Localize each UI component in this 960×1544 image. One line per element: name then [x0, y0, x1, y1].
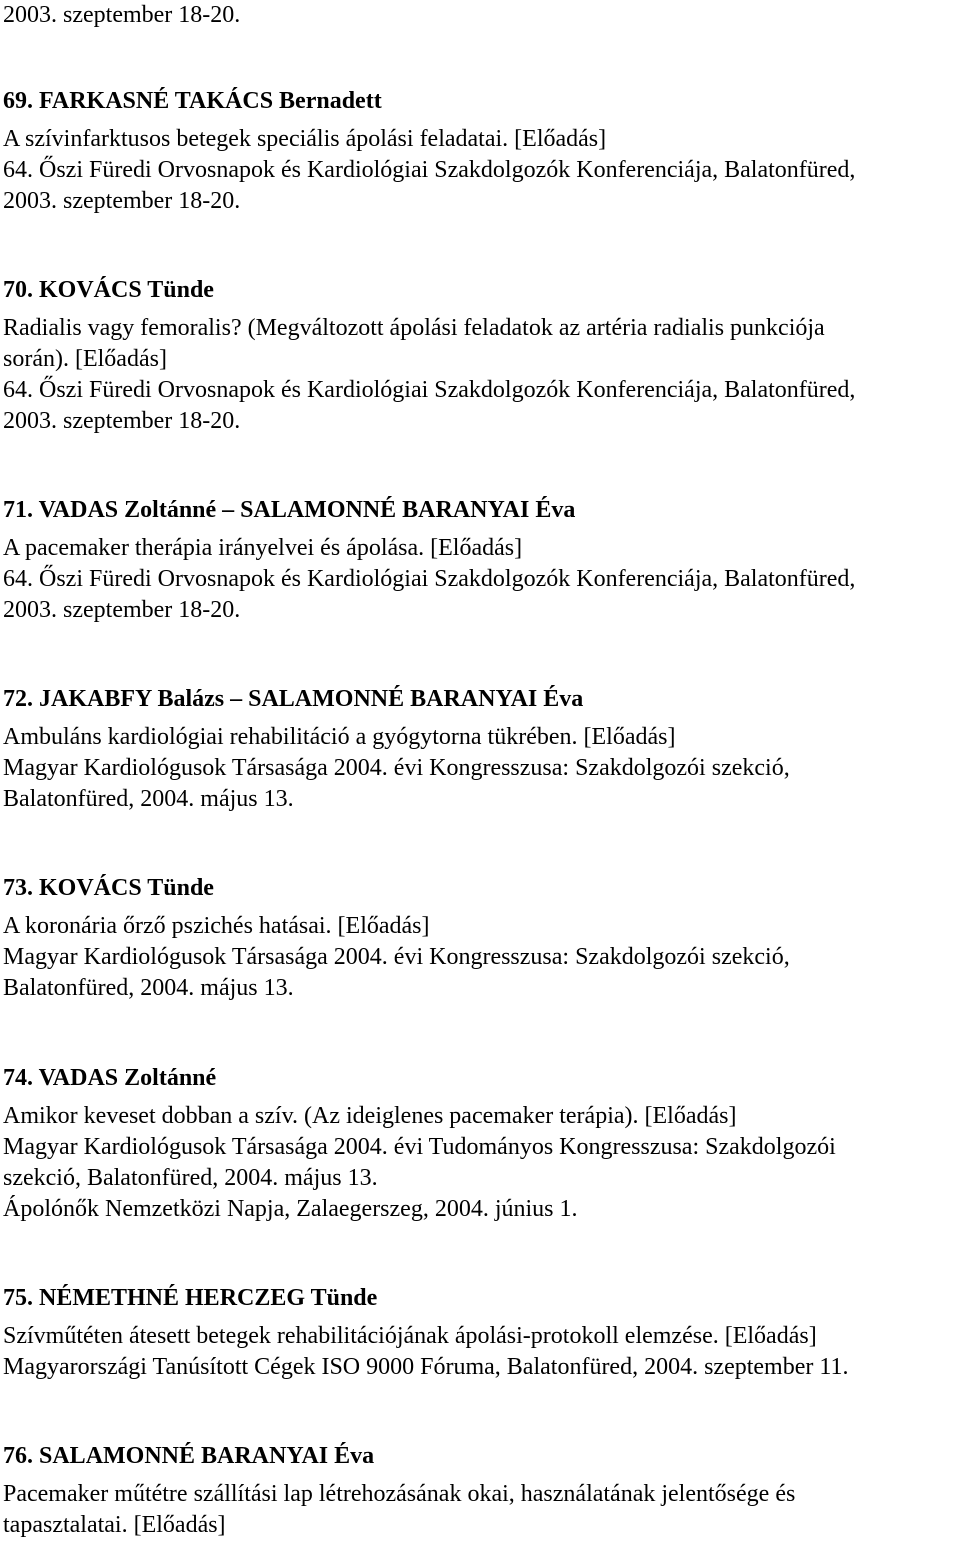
entry-heading: 75. NÉMETHNÉ HERCZEG Tünde — [3, 1285, 378, 1311]
entry-heading: 76. SALAMONNÉ BARANYAI Éva — [3, 1443, 375, 1469]
entry-title: A koronária őrző pszichés hatásai. [Előadás] — [3, 913, 430, 939]
continuation-date: 2003. szeptember 18-20. — [3, 2, 241, 28]
entry-venue: Magyar Kardiológusok Társasága 2004. évi Tudományos Kongresszusa: Szakdolgozói — [3, 1134, 836, 1160]
entry-date: 2003. szeptember 18-20. — [3, 408, 241, 434]
entry-date: Balatonfüred, 2004. május 13. — [3, 975, 294, 1001]
entry-venue: 64. Őszi Füredi Orvosnapok és Kardiológiai Szakdolgozók Konferenciája, Balatonfüred, — [3, 157, 856, 183]
entry-title: Amikor keveset dobban a szív. (Az ideiglenes pacemaker terápia). [Előadás] — [3, 1103, 737, 1129]
entry-venue: Magyarországi Tanúsított Cégek ISO 9000 Fóruma, Balatonfüred, 2004. szeptember 11. — [3, 1354, 849, 1380]
entry-venue: Magyar Kardiológusok Társasága 2004. évi Kongresszusa: Szakdolgozói szekció, — [3, 944, 790, 970]
entry-title: A pacemaker therápia irányelvei és ápolása. [Előadás] — [3, 535, 523, 561]
entry-title: Ambuláns kardiológiai rehabilitáció a gyógytorna tükrében. [Előadás] — [3, 724, 676, 750]
entry-venue-2: Ápolónők Nemzetközi Napja, Zalaegerszeg, 2004. június 1. — [3, 1196, 578, 1222]
entry-heading: 72. JAKABFY Balázs – SALAMONNÉ BARANYAI Éva — [3, 686, 584, 712]
entry-venue: 64. Őszi Füredi Orvosnapok és Kardiológiai Szakdolgozók Konferenciája, Balatonfüred, — [3, 566, 856, 592]
entry-heading: 74. VADAS Zoltánné — [3, 1065, 217, 1091]
entry-title: Pacemaker műtétre szállítási lap létrehozásának okai, használatának jelentősége és — [3, 1481, 796, 1507]
entry-heading: 71. VADAS Zoltánné – SALAMONNÉ BARANYAI Éva — [3, 497, 576, 523]
entry-title: Szívműtéten átesett betegek rehabilitációjának ápolási-protokoll elemzése. [Előadás] — [3, 1323, 817, 1349]
entry-title-cont: tapasztalatai. [Előadás] — [3, 1512, 226, 1538]
entry-venue: Magyar Kardiológusok Társasága 2004. évi Kongresszusa: Szakdolgozói szekció, — [3, 755, 790, 781]
entry-heading: 69. FARKASNÉ TAKÁCS Bernadett — [3, 88, 382, 114]
entry-date: Balatonfüred, 2004. május 13. — [3, 786, 294, 812]
entry-heading: 73. KOVÁCS Tünde — [3, 875, 214, 901]
entry-venue: 64. Őszi Füredi Orvosnapok és Kardiológiai Szakdolgozók Konferenciája, Balatonfüred, — [3, 377, 856, 403]
entry-title: Radialis vagy femoralis? (Megváltozott ápolási feladatok az artéria radialis punkciója — [3, 315, 825, 341]
entry-heading: 70. KOVÁCS Tünde — [3, 277, 214, 303]
entry-venue-cont: szekció, Balatonfüred, 2004. május 13. — [3, 1165, 378, 1191]
entry-date: 2003. szeptember 18-20. — [3, 188, 241, 214]
entry-title: A szívinfarktusos betegek speciális ápolási feladatai. [Előadás] — [3, 126, 607, 152]
entry-title-cont: során). [Előadás] — [3, 346, 167, 372]
entry-date: 2003. szeptember 18-20. — [3, 597, 241, 623]
